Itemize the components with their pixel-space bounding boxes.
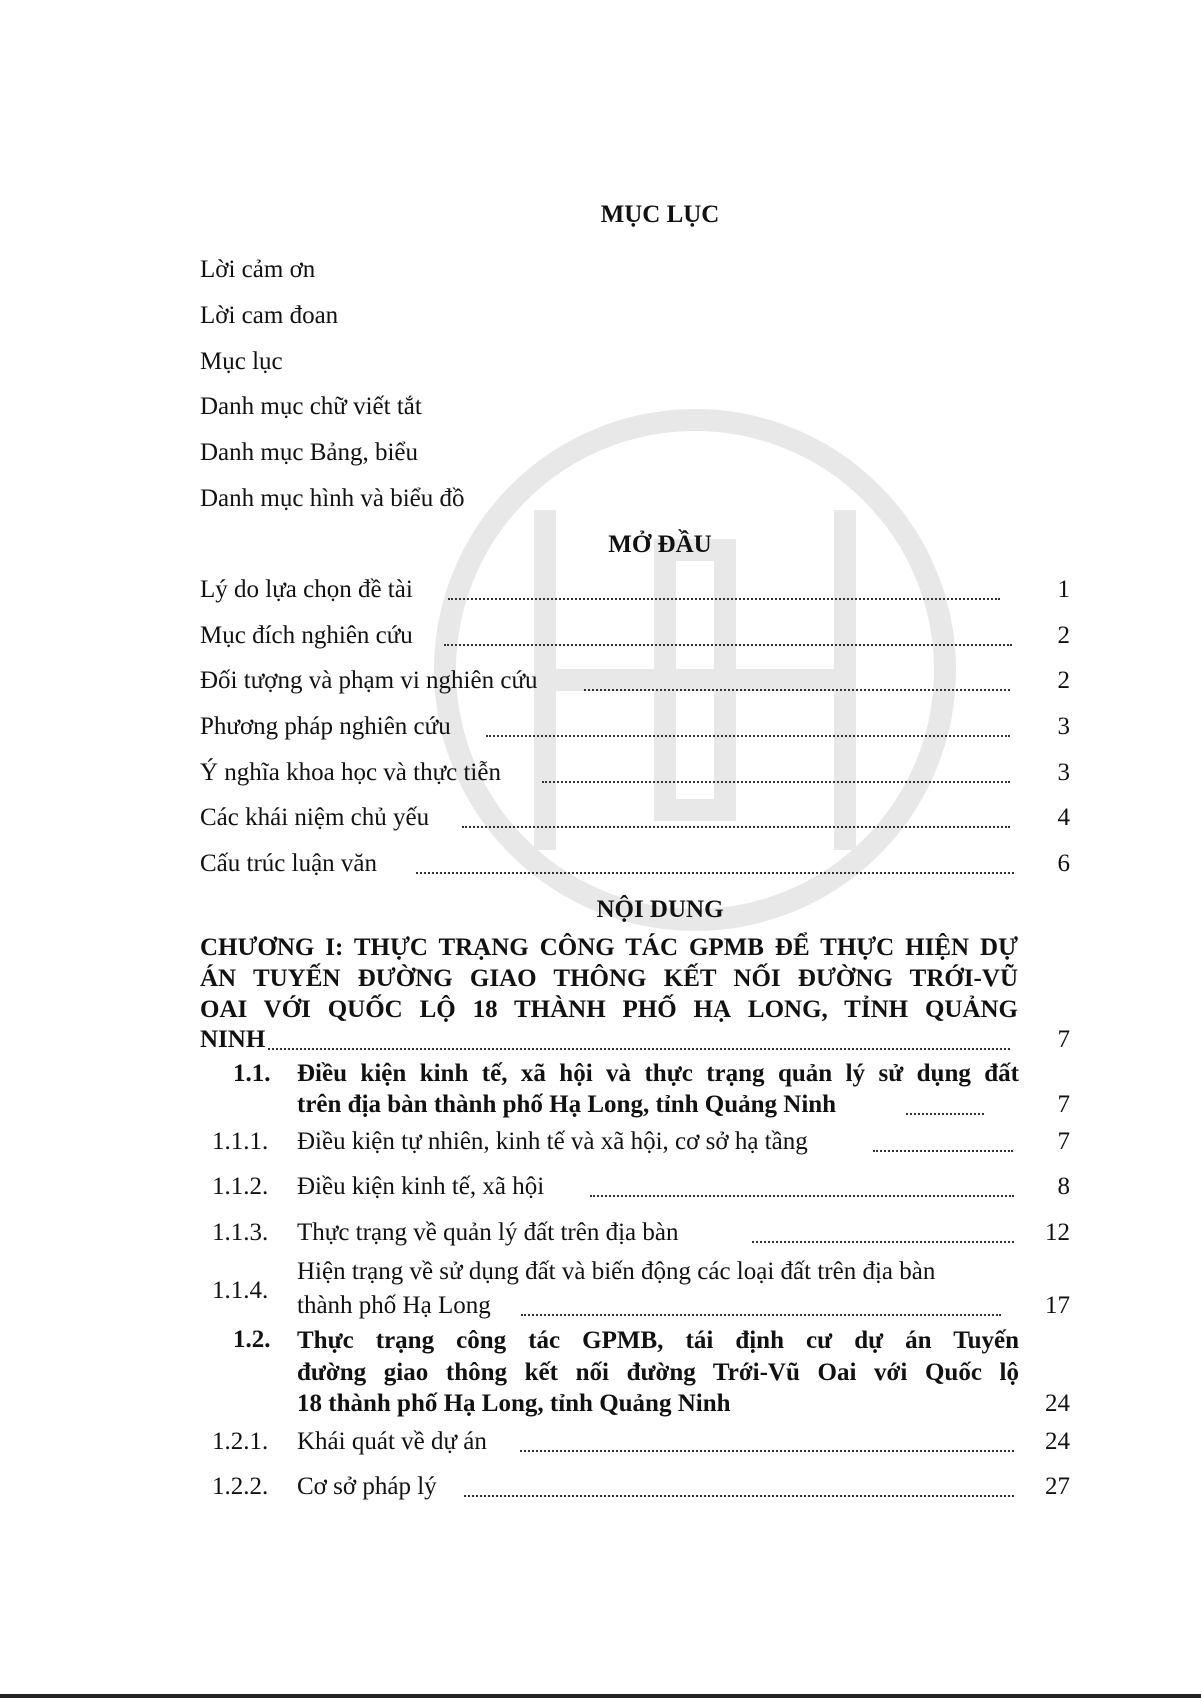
leader-dots bbox=[584, 689, 1010, 691]
chapter-title-line: NINH bbox=[200, 1026, 266, 1053]
chapter-title-line: OAI VỚI QUỐC LỘ 18 THÀNH PHỐ HẠ LONG, TỈNH QUẢNG bbox=[200, 996, 1018, 1023]
section-title-line: trên địa bàn thành phố Hạ Long, tỉnh Quảng Ninh bbox=[297, 1091, 837, 1118]
leader-dots bbox=[520, 1450, 1014, 1452]
toc-entry-page: 3 bbox=[1057, 759, 1070, 786]
toc-entry-label: Hiện trạng về sử dụng đất và biến động các loại đất trên địa bàn bbox=[297, 1258, 936, 1285]
toc-entry-page: 1 bbox=[1057, 576, 1070, 603]
section-title-line: đường giao thông kết nối đường Trới-Vũ Oai với Quốc lộ bbox=[297, 1359, 1019, 1386]
leader-dots bbox=[444, 644, 1012, 646]
section-number: 1.2.2. bbox=[212, 1473, 269, 1500]
toc-entry-label: Các khái niệm chủ yếu bbox=[200, 804, 430, 831]
front-item: Lời cam đoan bbox=[200, 302, 339, 329]
toc-entry-page: 12 bbox=[1045, 1219, 1070, 1246]
chapter-title-line: CHƯƠNG I: THỰC TRẠNG CÔNG TÁC GPMB ĐỂ THỰC HIỆN DỰ bbox=[200, 934, 1018, 961]
toc-entry-label: Điều kiện tự nhiên, kinh tế và xã hội, cơ sở hạ tầng bbox=[297, 1128, 808, 1155]
section-number: 1.1.1. bbox=[212, 1128, 269, 1155]
section-number: 1.1.2. bbox=[212, 1173, 269, 1200]
toc-entry-label: Điều kiện kinh tế, xã hội bbox=[297, 1173, 545, 1200]
toc-entry-page: 4 bbox=[1057, 804, 1070, 831]
toc-entry-page: 27 bbox=[1045, 1473, 1070, 1500]
toc-entry-page: 3 bbox=[1057, 713, 1070, 740]
leader-dots bbox=[752, 1241, 1014, 1243]
leader-dots bbox=[448, 598, 1000, 600]
leader-dots bbox=[542, 781, 1010, 783]
toc-entry-page: 2 bbox=[1057, 622, 1070, 649]
section-title-line: Thực trạng công tác GPMB, tái định cư dự án Tuyến bbox=[297, 1327, 1019, 1354]
leader-dots bbox=[486, 735, 1010, 737]
toc-entry-page: 24 bbox=[1045, 1390, 1070, 1417]
leader-dots bbox=[464, 1495, 1014, 1497]
section-number: 1.1. bbox=[233, 1060, 271, 1087]
toc-entry-page: 7 bbox=[1057, 1128, 1070, 1155]
content-heading: NỘI DUNG bbox=[596, 896, 724, 923]
section-title-line: 18 thành phố Hạ Long, tỉnh Quảng Ninh bbox=[297, 1390, 731, 1417]
toc-entry-label: Lý do lựa chọn đề tài bbox=[200, 576, 413, 603]
toc-entry-label: Khái quát về dự án bbox=[297, 1428, 487, 1455]
leader-dots bbox=[906, 1113, 984, 1115]
leader-dots bbox=[268, 1048, 1010, 1050]
toc-entry-page: 7 bbox=[1057, 1026, 1070, 1053]
toc-entry-page: 7 bbox=[1057, 1091, 1070, 1118]
toc-entry-label: Cơ sở pháp lý bbox=[297, 1473, 437, 1500]
intro-heading: MỞ ĐẦU bbox=[608, 531, 712, 558]
page-bottom-edge bbox=[0, 1694, 1201, 1698]
toc-entry-page: 24 bbox=[1045, 1428, 1070, 1455]
toc-entry-page: 8 bbox=[1057, 1173, 1070, 1200]
toc-entry-label: Ý nghĩa khoa học và thực tiễn bbox=[200, 759, 501, 786]
front-item: Danh mục hình và biểu đồ bbox=[200, 485, 465, 512]
section-title-line: Điều kiện kinh tế, xã hội và thực trạng quản lý sử dụng đất bbox=[297, 1060, 1019, 1087]
toc-entry-label: Đối tượng và phạm vi nghiên cứu bbox=[200, 667, 538, 694]
toc-entry-page: 2 bbox=[1057, 667, 1070, 694]
toc-entry-label: Phương pháp nghiên cứu bbox=[200, 713, 451, 740]
toc-entry-label: Thực trạng về quản lý đất trên địa bàn bbox=[297, 1219, 679, 1246]
toc-entry-label: Cấu trúc luận văn bbox=[200, 850, 378, 877]
leader-dots bbox=[873, 1150, 1013, 1152]
chapter-title-line: ÁN TUYẾN ĐƯỜNG GIAO THÔNG KẾT NỐI ĐƯỜNG TRỚI-VŨ bbox=[200, 965, 1018, 992]
front-item: Danh mục chữ viết tắt bbox=[200, 393, 422, 420]
section-number: 1.1.4. bbox=[212, 1277, 269, 1304]
front-item: Danh mục Bảng, biểu bbox=[200, 439, 419, 466]
toc-title: MỤC LỤC bbox=[600, 201, 720, 228]
toc-entry-page: 17 bbox=[1045, 1292, 1070, 1319]
section-number: 1.2. bbox=[233, 1326, 271, 1353]
front-item: Lời cảm ơn bbox=[200, 256, 316, 283]
toc-entry-label: thành phố Hạ Long bbox=[297, 1292, 491, 1319]
leader-dots bbox=[590, 1195, 1014, 1197]
leader-dots bbox=[521, 1314, 1001, 1316]
front-item: Mục lục bbox=[200, 348, 283, 375]
section-number: 1.2.1. bbox=[212, 1428, 269, 1455]
section-number: 1.1.3. bbox=[212, 1219, 269, 1246]
toc-entry-label: Mục đích nghiên cứu bbox=[200, 622, 413, 649]
toc-entry-page: 6 bbox=[1057, 850, 1070, 877]
leader-dots bbox=[416, 872, 1014, 874]
leader-dots bbox=[462, 826, 1010, 828]
